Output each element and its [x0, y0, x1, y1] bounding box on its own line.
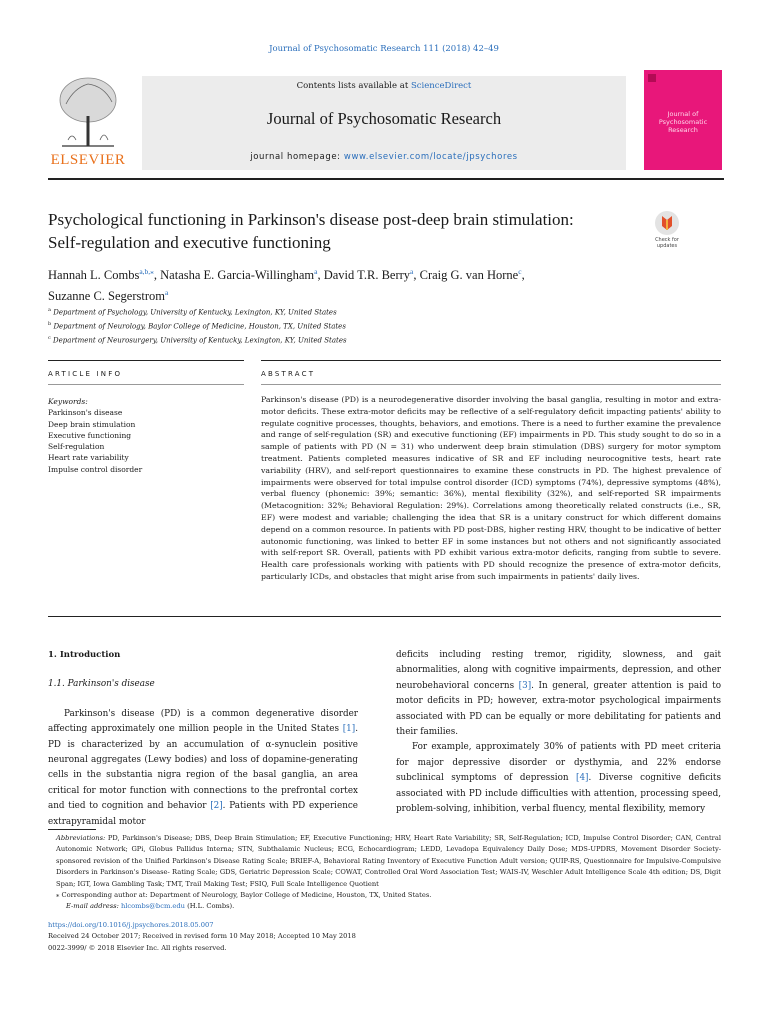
- abstract-rule-lower: [261, 384, 721, 385]
- footnote-rule: [48, 829, 96, 830]
- doi-link[interactable]: https://doi.org/10.1016/j.jpsychores.2018.05.007: [48, 921, 214, 929]
- author[interactable]: [48, 289, 168, 303]
- author[interactable]: [420, 268, 525, 282]
- contents-line: [142, 81, 626, 91]
- article-info-rule: [48, 360, 244, 361]
- paragraph-text: . Patients with PD experience extrapyramidal motor: [48, 801, 358, 827]
- abbreviations-label: Abbreviations:: [56, 834, 106, 842]
- abbreviations-footnote: [48, 833, 721, 890]
- homepage-link[interactable]: www.elsevier.com/locate/jpsychores: [343, 152, 518, 162]
- author-separator: ,: [413, 268, 420, 283]
- email-note: [48, 901, 721, 912]
- keyword: Heart rate variability: [48, 453, 129, 463]
- author[interactable]: [160, 268, 324, 282]
- affiliation-text: Department of Neurology, Baylor College of Medicine, Houston, TX, United States: [53, 322, 346, 331]
- author-name: Craig G. van Horne: [419, 268, 519, 283]
- body-column-left: [48, 648, 358, 830]
- article-title: Psychological functioning in Parkinson's disease post-deep brain stimulation: Self-regulation and executive functioning: [48, 210, 574, 252]
- paragraph-text: Parkinson's disease (PD) is a common degenerative disorder affecting approximately one million people in the United States: [48, 708, 358, 735]
- corresponding-author-note: ⁎ Corresponding author at: Department of Neurology, Baylor College of Medicine, Houston, TX, United States.: [56, 891, 432, 900]
- keywords-label: Keywords:: [48, 397, 88, 406]
- affiliation: [48, 319, 548, 333]
- author-separator: ,: [153, 268, 161, 283]
- homepage-line: [142, 152, 626, 162]
- author-name: Hannah L. Combs: [48, 268, 140, 283]
- abstract-text: Parkinson's disease (PD) is a neurodegenerative disorder involving the basal ganglia, resulting in motor and extra-motor deficits. These extra-motor deficits may be reflective of a self-regulatory deficit impacting patients' ability to regulate cognitive processes, thoughts, behaviors, and emotions. There is a need to further examine the prevalence and range of self-regulation (SR) and executive functioning (EF) impairments in PD. This study sought to do so in a sample of patients with PD (N = 31) who underwent deep brain stimulation (DBS) surgery for motor symptom treatment. Patients completed measures indicative of SR and EF including neurocognitive tests, heart rate variability (HRV), and self-report questionnaires to examine these constructs in PD. The highest prevalence of impairments were observed for total impulse control disorder (ICD) symptoms (74%), depressive symptoms (48%), verbal fluency (phonemic: 39%; semantic: 36%), mental flexibility (32%), and self-reported SR impairments (Metacognition: 32%; Behavioral Regulation: 29%). Correlations among theoretically related constructs (i.e., SR, EF) were modest and variable; challenging the idea that SR is a unitary construct for which different domains depend on a common resource. In patients with PD post-DBS, higher resting HRV, thought to be indicative of better autonomic functioning, was linked to better EF in some instances but not others and not significantly associated with self-report SR. Overall, patients with PD exhibit various extra-motor deficits, ranging from subtle to severe. Health care professionals working with patients with PD should recognize the presence of extra-motor deficits, particularly ICDs, and obstacles that might arise from such impairments in patients' daily lives.: [261, 395, 721, 581]
- header-band: [142, 76, 626, 170]
- journal-title: Journal of Psychosomatic Research: [266, 109, 502, 128]
- cover-label: Journal of Psychosomatic Research: [658, 110, 708, 134]
- author-affiliation-marker[interactable]: a,b,⁎: [139, 267, 154, 276]
- journal-header: [48, 70, 628, 174]
- author-name: Natasha E. Garcia-Willingham: [160, 268, 315, 283]
- section-heading: 1. Introduction: [48, 650, 121, 660]
- author-affiliation-marker[interactable]: a: [165, 288, 169, 298]
- paragraph-text: . In general, greater attention is paid to motor deficits in PD; however, extra-motor psychological impairments associated with PD can be equally or more debilitating for patients and their families.: [396, 680, 721, 738]
- keyword: Executive functioning: [48, 430, 132, 440]
- paragraph: [48, 707, 358, 830]
- author-name: David T.R. Berry: [323, 268, 411, 283]
- subsection-heading: 1.1. Parkinson's disease: [48, 679, 155, 690]
- affiliation-marker: c: [48, 334, 51, 341]
- homepage-prefix: journal homepage:: [250, 152, 344, 162]
- abstract-heading: ABSTRACT: [261, 370, 316, 378]
- author-separator: ,: [317, 268, 324, 283]
- elsevier-wordmark: ELSEVIER: [50, 152, 126, 168]
- citation-link[interactable]: [4]: [576, 773, 589, 784]
- abstract-bottom-rule: [48, 616, 721, 617]
- affiliation: [48, 333, 548, 347]
- author[interactable]: [324, 268, 420, 282]
- elsevier-tree-icon: [54, 74, 122, 148]
- author-name: Suzanne C. Segerstrom: [48, 289, 165, 304]
- affiliation-marker: b: [48, 320, 52, 327]
- cover-mark-icon: [648, 74, 656, 82]
- paragraph-text: deficits including resting tremor, rigidity, slowness, and gait abnormalities, along with cognitive impairments, depression, and other neurobehavioral concerns: [396, 650, 721, 691]
- paragraph-text: For example, approximately 30% of patients with PD meet criteria for major depressive disorder or dysthymia, and 22% endorse subclinical symptoms of depression: [396, 742, 721, 784]
- contents-prefix: Contents lists available at: [296, 81, 411, 91]
- affiliation-text: Department of Psychology, University of Kentucky, Lexington, KY, United States: [53, 308, 337, 317]
- article-info-rule-lower: [48, 384, 244, 385]
- abstract-rule: [261, 360, 721, 361]
- paragraph-text: . Diverse cognitive deficits associated with PD include difficulties with attention, processing speed, problem-solving, inhibition, verbal fluency, mental flexibility, memory: [396, 773, 721, 815]
- citation-link[interactable]: [1]: [342, 724, 356, 735]
- email-label: E-mail address:: [66, 902, 121, 911]
- author-separator: ,: [521, 268, 525, 283]
- crossmark-label: Check for updates: [655, 237, 679, 249]
- email-suffix: (H.L. Combs).: [184, 902, 235, 911]
- author[interactable]: [48, 268, 160, 282]
- affiliation: [48, 305, 548, 319]
- header-divider: [48, 178, 724, 180]
- paragraph: [396, 740, 721, 817]
- keyword: Parkinson's disease: [48, 408, 123, 418]
- crossmark-icon: [655, 211, 679, 235]
- keyword: Self-regulation: [48, 442, 105, 452]
- affiliation-text: Department of Neurosurgery, University of Kentucky, Lexington, KY, United States: [53, 335, 347, 344]
- affiliation-list: [48, 305, 548, 346]
- sciencedirect-link[interactable]: ScienceDirect: [410, 81, 472, 91]
- elsevier-logo[interactable]: [48, 74, 128, 170]
- author-affiliation-marker[interactable]: c: [518, 267, 522, 276]
- check-for-updates-badge[interactable]: [648, 211, 686, 253]
- email-link[interactable]: hlcombs@bcm.edu: [120, 902, 185, 911]
- keyword: Deep brain stimulation: [48, 419, 136, 429]
- journal-cover-thumbnail[interactable]: [644, 70, 722, 170]
- journal-reference[interactable]: Journal of Psychosomatic Research 111 (2018) 42–49: [269, 44, 499, 54]
- author-affiliation-marker[interactable]: a: [314, 267, 318, 276]
- keywords-block: [48, 396, 244, 475]
- author-list: [48, 263, 668, 305]
- keyword: Impulse control disorder: [48, 464, 143, 474]
- copyright-line: 0022-3999/ © 2018 Elsevier Inc. All rights reserved.: [48, 943, 227, 952]
- affiliation-marker: a: [48, 307, 51, 313]
- doi-block: [48, 920, 548, 954]
- abbreviations-text: PD, Parkinson's Disease; DBS, Deep Brain Stimulation; EF, Executive Functioning; HRV, Heart Rate Variability; SR, Self-Regulation; ICD, Impulse Control Disorder; CAN, Central Autonomic Network; GPi, Globus Pallidus Interna; STN, Subthalamic Nucleus; ECG, Echocardiogram; LEDD, Levadopa Equivalency Daily Dose; MDS-UPDRS, Movement Disorder Society-sponsored revision of the Unified Parkinson's Disease Rating Scale; BRIEF-A, Behavioral Rating Inventory of Executive Function Adult version; QUIP-RS, Questionnaire for Impulsive-Compulsive Disorders in Parkinson's Disease- Rating Scale; GDS, Geriatric Depression Scale; COWAT, Controlled Oral Word Association Test; WAIS-IV, Weschler Adult Intelligence Scale 4th edition; DS, Digit Span; IGT, Iowa Gambling Task; TMT, Trail Making Test; FSIQ, Full Scale Intelligence Quotient: [56, 834, 721, 888]
- body-column-right: [396, 648, 721, 817]
- citation-link[interactable]: [3]: [518, 680, 532, 691]
- citation-link[interactable]: [2]: [210, 801, 223, 812]
- received-dates: Received 24 October 2017; Received in revised form 10 May 2018; Accepted 10 May 2018: [48, 932, 356, 941]
- paragraph: [396, 648, 721, 740]
- paragraph-text: . PD is characterized by an accumulation of α-synuclein positive neuronal aggregates (Lewy bodies) and loss of dopamine-generating cells in the substantia nigra region of the basal ganglia, an area critical for motor function with connections to the prefrontal cortex and tied to cognition and behavior: [48, 724, 358, 812]
- author-affiliation-marker[interactable]: a: [410, 267, 414, 276]
- article-info-heading: ARTICLE INFO: [48, 370, 123, 378]
- footnotes: [48, 833, 721, 913]
